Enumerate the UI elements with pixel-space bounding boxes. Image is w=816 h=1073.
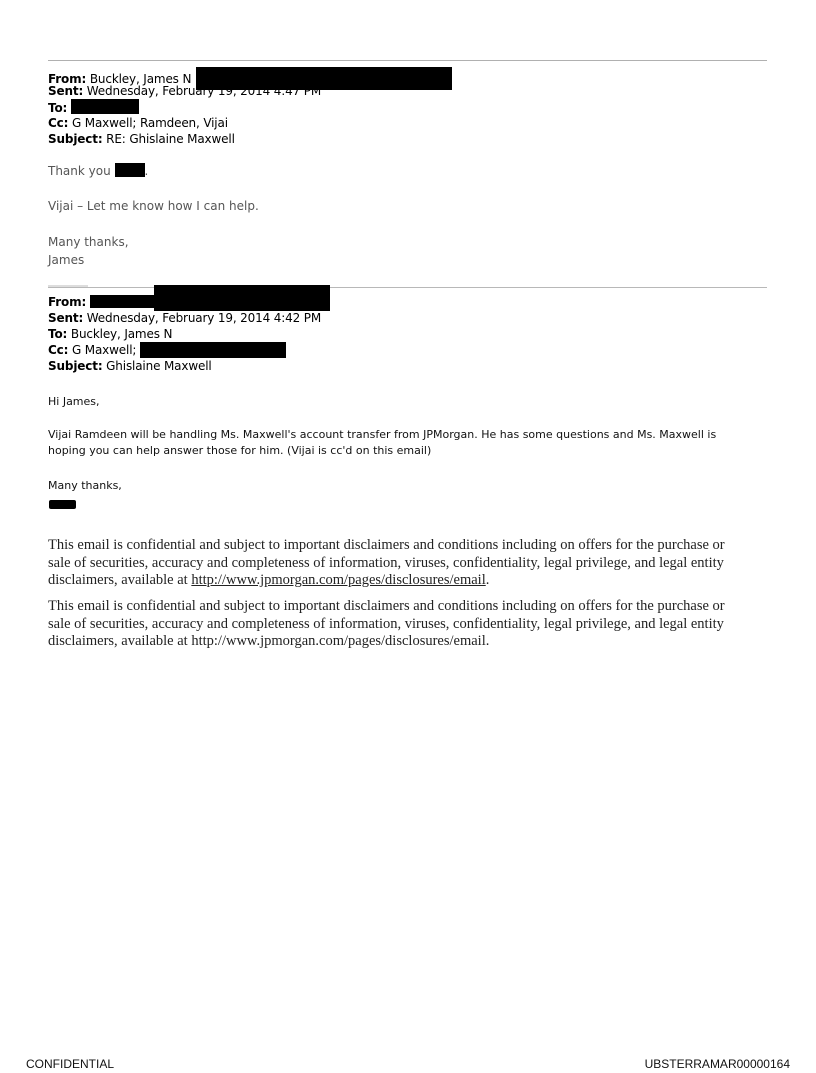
cc-value: G Maxwell; — [71, 343, 137, 357]
email2-subject-line — [48, 358, 212, 374]
subject-value: Ghislaine Maxwell — [106, 359, 212, 373]
email1-sent-line — [48, 83, 321, 99]
email2-paragraph: Vijai Ramdeen will be handling Ms. Maxwell's account transfer from JPMorgan. He has some questions and Ms. Maxwell is hoping you can help answer those for him. (Vijai is cc'd on this email) — [48, 428, 717, 457]
to-value: Buckley, James N — [70, 327, 173, 341]
disclosures-url-text: http://www.jpmorgan.com/pages/disclosures/email — [191, 633, 486, 649]
email1-signature: James — [48, 253, 85, 267]
sent-value: Wednesday, February 19, 2014 4:47 PM — [86, 84, 322, 98]
subject-label: Subject: — [48, 359, 103, 373]
header-divider — [48, 60, 767, 61]
email2-sent-line — [48, 310, 321, 326]
redaction-box — [140, 342, 286, 358]
redaction-box — [71, 99, 139, 114]
period-text: . — [485, 572, 490, 588]
from-label: From: — [48, 295, 87, 309]
divider-accent — [48, 285, 88, 287]
period-text: . — [485, 633, 490, 649]
cc-label: Cc: — [48, 343, 69, 357]
email1-signoff: Many thanks, — [48, 235, 129, 249]
cc-value: G Maxwell; Ramdeen, Vijai — [71, 116, 228, 130]
to-label: To: — [48, 327, 68, 341]
disclosures-link[interactable]: http://www.jpmorgan.com/pages/disclosures/email — [191, 572, 486, 588]
email2-signoff: Many thanks, — [48, 479, 122, 492]
email1-to-line — [48, 99, 139, 116]
disclaimer-text: This email is confidential and subject to important disclaimers and conditions including on offers for the purchase or sale of securities, accuracy and completeness of information, viruses, confidentiality, legal privilege, and legal entity disclaimers, available at — [48, 537, 725, 588]
redaction-box — [90, 295, 154, 308]
footer-bates-number: UBSTERRAMAR00000164 — [644, 1057, 790, 1071]
to-label: To: — [48, 101, 68, 115]
email2-greeting: Hi James, — [48, 395, 100, 408]
redaction-box — [49, 500, 76, 509]
from-label: From: — [48, 72, 87, 86]
thank-you-text: Thank you — [48, 164, 111, 178]
disclaimer-paragraph-1 — [48, 537, 738, 590]
email1-body-line1 — [48, 163, 148, 178]
cc-label: Cc: — [48, 116, 69, 130]
email2-to-line — [48, 326, 172, 342]
from-value: Buckley, James N — [89, 72, 192, 86]
email1-subject-line — [48, 131, 235, 147]
subject-value: RE: Ghislaine Maxwell — [106, 132, 235, 146]
disclaimer-text: This email is confidential and subject to important disclaimers and conditions including on offers for the purchase or sale of securities, accuracy and completeness of information, viruses, confidentiality, legal privilege, and legal entity disclaimers, available at — [48, 598, 725, 649]
sent-value: Wednesday, February 19, 2014 4:42 PM — [86, 311, 322, 325]
sent-label: Sent: — [48, 84, 84, 98]
email1-body-line2: Vijai – Let me know how I can help. — [48, 199, 259, 213]
disclaimer-paragraph-2 — [48, 598, 738, 651]
period-text: . — [144, 164, 149, 178]
email1-cc-line — [48, 115, 228, 131]
subject-label: Subject: — [48, 132, 103, 146]
sent-label: Sent: — [48, 311, 84, 325]
footer-confidential: CONFIDENTIAL — [26, 1057, 115, 1071]
redaction-box — [115, 163, 145, 177]
email2-cc-line — [48, 342, 286, 358]
email2-from-line — [48, 294, 154, 310]
redaction-box — [154, 285, 330, 311]
